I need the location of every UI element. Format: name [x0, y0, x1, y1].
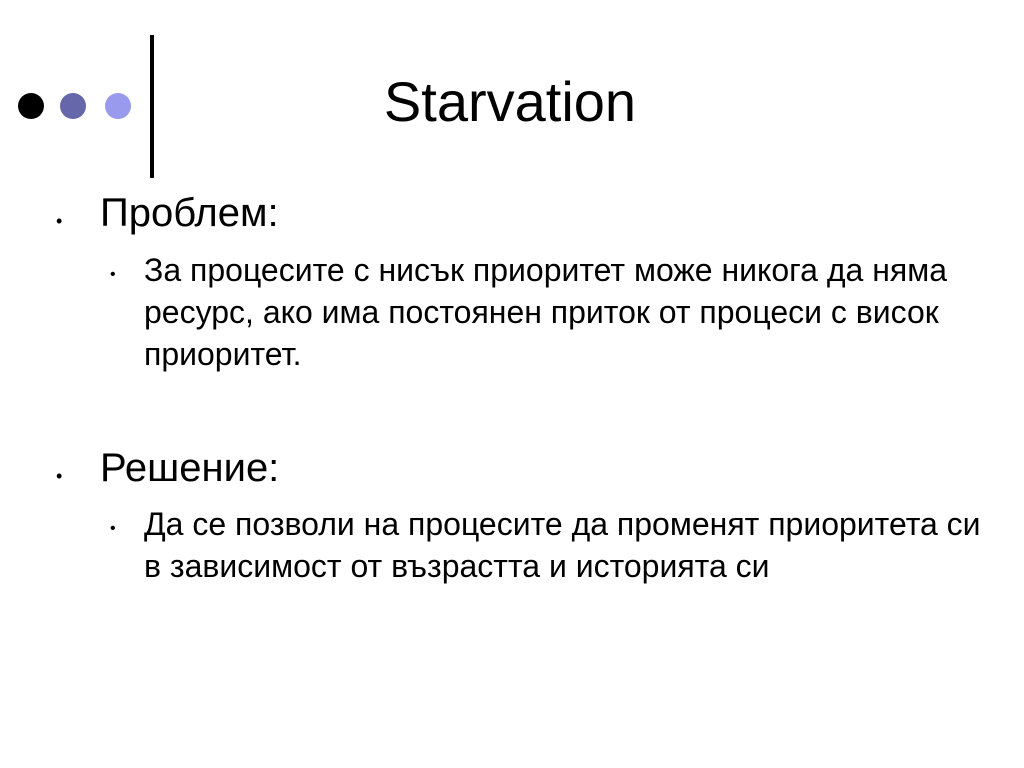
title-divider-bar — [150, 35, 154, 178]
section-solution-heading: Решение: — [100, 446, 280, 490]
section-problem-heading: Проблем: — [100, 191, 279, 235]
decoration-dot-slate — [60, 93, 86, 119]
decoration-dot-black — [18, 93, 44, 119]
section-problem-bullet: • — [56, 211, 63, 231]
section-problem-item-text: За процесите с нисък приоритет може никога да няма ресурс, ако има постоянен приток от процеси с висок приоритет. — [144, 252, 947, 372]
section-solution-item-bullet: • — [110, 520, 116, 537]
section-problem-item-bullet: • — [110, 266, 116, 283]
decoration-dot-lavender — [105, 93, 131, 119]
slide-title: Starvation — [383, 70, 637, 133]
title-decoration-dots — [18, 93, 138, 119]
section-solution-item-text: Да се позволи на процесите да променят приоритета си в зависимост от възрастта и историята си — [144, 506, 981, 584]
section-solution-bullet: • — [56, 466, 63, 486]
